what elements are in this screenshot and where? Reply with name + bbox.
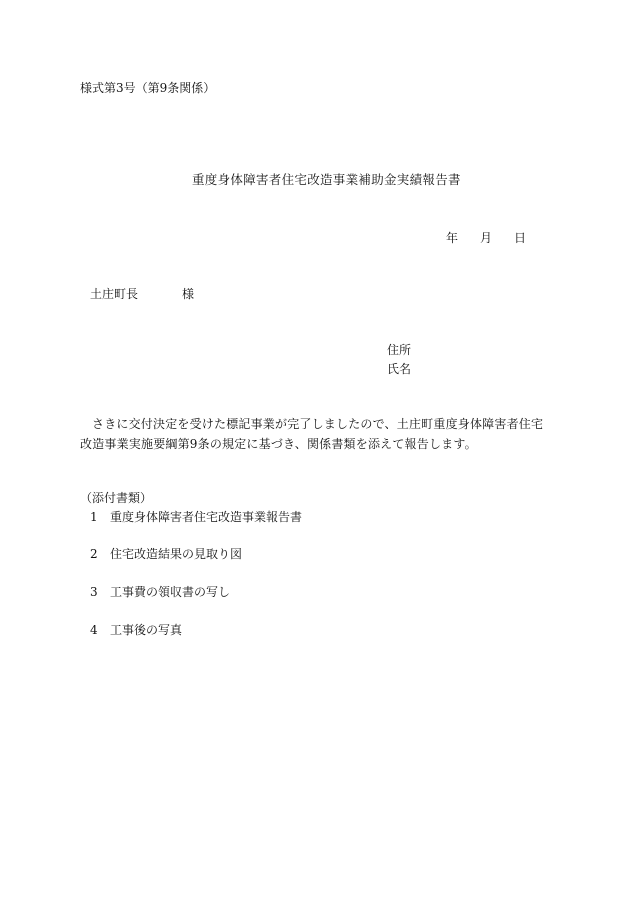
attachment-text: 重度身体障害者住宅改造事業報告書 [110, 510, 303, 524]
attachment-item [90, 509, 302, 525]
date-line [446, 230, 526, 246]
report-body-text: さきに交付決定を受けた標記事業が完了しましたので、土庄町重度身体障害者住宅改造事業実施要綱第9条の規定に基づき、関係書類を添えて報告します。 [80, 417, 544, 451]
attachment-item [90, 584, 230, 600]
attachment-text: 工事後の写真 [110, 623, 183, 637]
attachment-number: 4 [90, 623, 98, 637]
attachment-text: 工事費の領収書の写し [110, 585, 231, 599]
form-number: 様式第3号（第9条関係） [80, 81, 216, 95]
month-label: 月 [480, 231, 493, 245]
attachment-text: 住宅改造結果の見取り図 [110, 547, 243, 561]
applicant-address-label: 住所 [387, 343, 412, 357]
attachments-heading: （添付書類） [80, 491, 153, 505]
document-title: 重度身体障害者住宅改造事業補助金実績報告書 [192, 172, 461, 187]
applicant-name-label: 氏名 [387, 362, 412, 376]
year-label: 年 [446, 231, 459, 245]
day-label: 日 [514, 231, 527, 245]
attachment-number: 3 [90, 585, 98, 599]
attachment-item [90, 546, 242, 562]
attachment-item [90, 622, 182, 638]
addressee-name: 土庄町長 [90, 287, 139, 301]
addressee-honorific: 様 [182, 287, 195, 301]
addressee [90, 286, 194, 302]
attachment-number: 1 [90, 510, 98, 524]
attachment-number: 2 [90, 547, 98, 561]
